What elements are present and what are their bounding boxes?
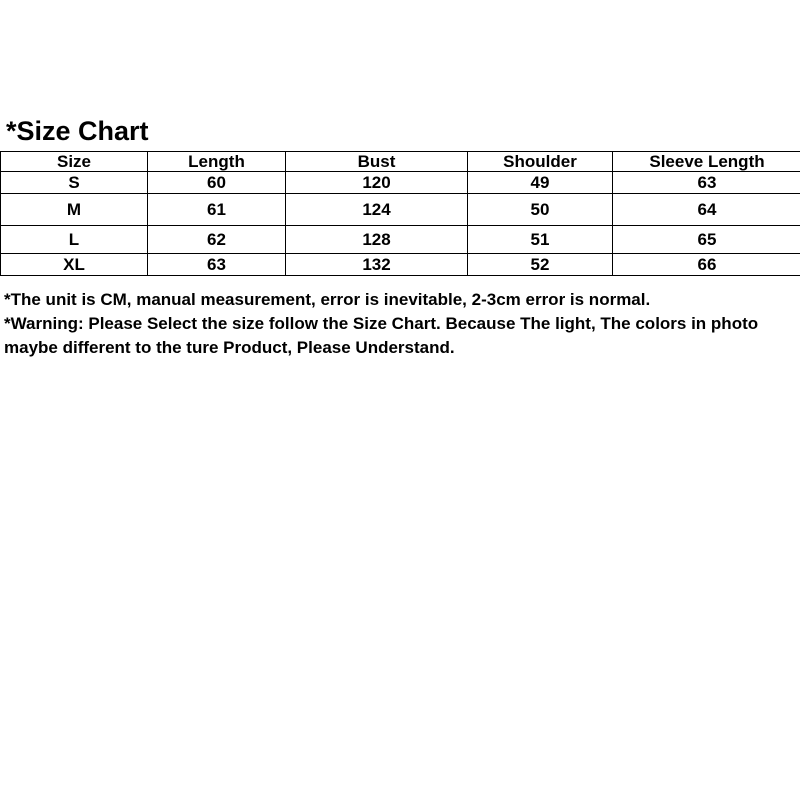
unit-note: *The unit is CM, manual measurement, error is inevitable, 2-3cm error is normal. bbox=[4, 290, 651, 309]
cell-bust: 128 bbox=[286, 226, 468, 254]
table-row bbox=[1, 254, 800, 276]
cell-sleeve-length: 66 bbox=[613, 254, 800, 276]
header-sleeve-length: Sleeve Length bbox=[613, 152, 800, 172]
table-row bbox=[1, 226, 800, 254]
cell-size: S bbox=[1, 172, 148, 194]
cell-length: 60 bbox=[148, 172, 286, 194]
cell-length: 63 bbox=[148, 254, 286, 276]
cell-size: L bbox=[1, 226, 148, 254]
header-shoulder: Shoulder bbox=[468, 152, 613, 172]
cell-length: 62 bbox=[148, 226, 286, 254]
cell-bust: 120 bbox=[286, 172, 468, 194]
cell-shoulder: 52 bbox=[468, 254, 613, 276]
header-length: Length bbox=[148, 152, 286, 172]
cell-sleeve-length: 64 bbox=[613, 194, 800, 226]
cell-sleeve-length: 63 bbox=[613, 172, 800, 194]
table-header-row bbox=[1, 152, 800, 172]
cell-size: M bbox=[1, 194, 148, 226]
header-bust: Bust bbox=[286, 152, 468, 172]
cell-shoulder: 50 bbox=[468, 194, 613, 226]
size-chart-table bbox=[0, 151, 800, 276]
cell-shoulder: 49 bbox=[468, 172, 613, 194]
cell-bust: 124 bbox=[286, 194, 468, 226]
cell-sleeve-length: 65 bbox=[613, 226, 800, 254]
table-row bbox=[1, 194, 800, 226]
table-row bbox=[1, 172, 800, 194]
cell-bust: 132 bbox=[286, 254, 468, 276]
cell-shoulder: 51 bbox=[468, 226, 613, 254]
notes-block bbox=[4, 288, 794, 360]
header-size: Size bbox=[1, 152, 148, 172]
cell-size: XL bbox=[1, 254, 148, 276]
cell-length: 61 bbox=[148, 194, 286, 226]
warning-note: *Warning: Please Select the size follow the Size Chart. Because The light, The colors in photo maybe different to the ture Product, Please Understand. bbox=[4, 314, 759, 357]
size-chart-title: *Size Chart bbox=[6, 116, 149, 146]
